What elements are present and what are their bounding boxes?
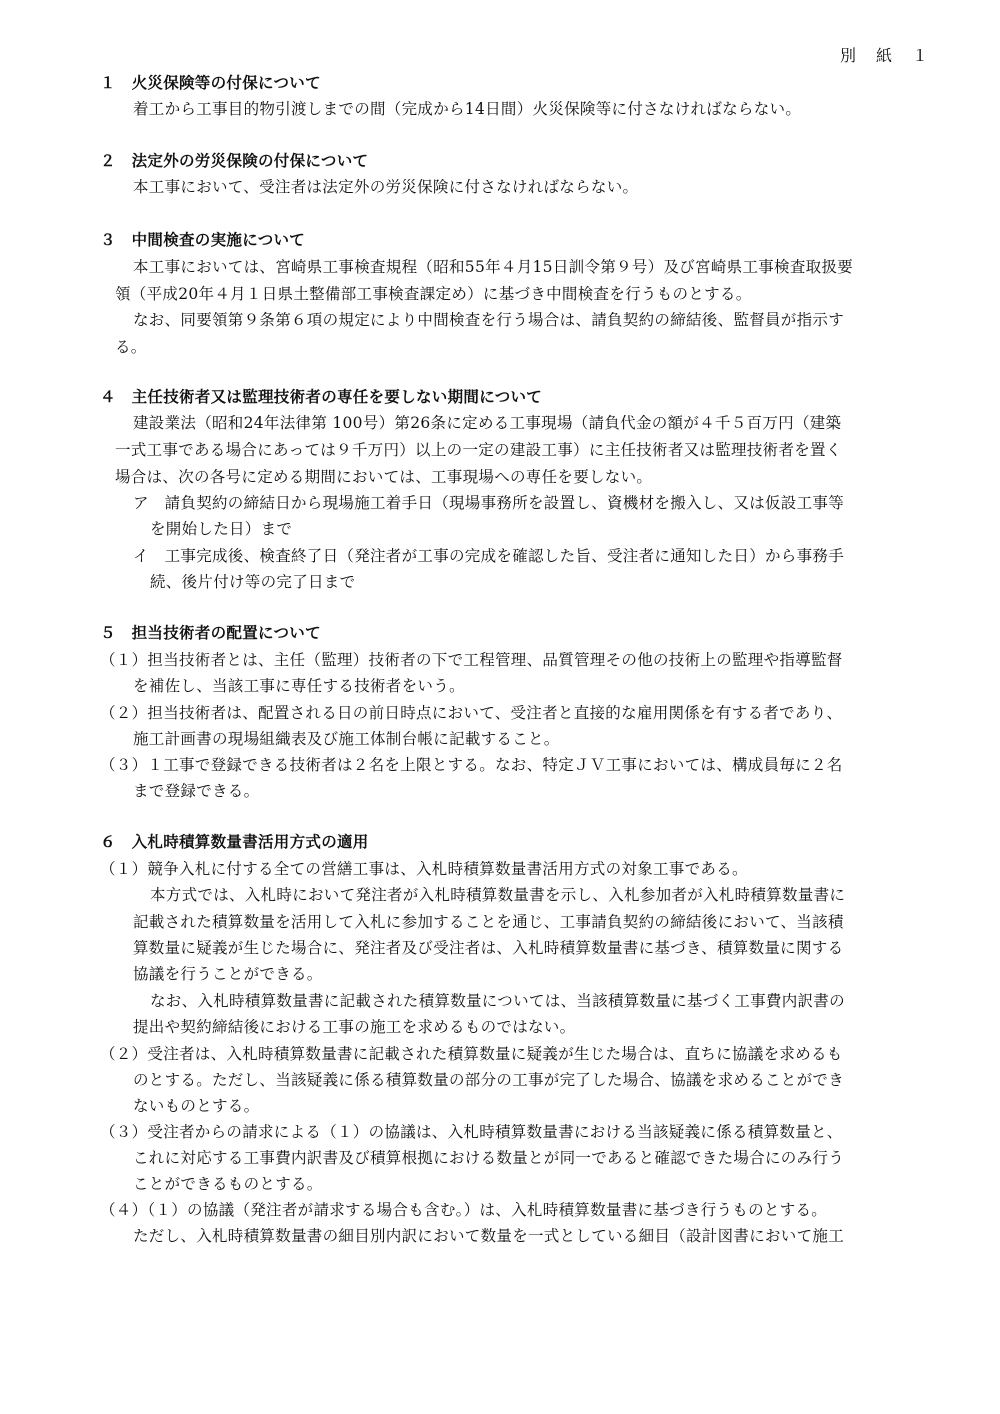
section-6-item-3-cont: ことができるものとする。 <box>133 1175 323 1193</box>
section-3-line: る。 <box>115 338 147 356</box>
section-3-line: 領（平成20年４月１日県土整備部工事検査課定め）に基づき中間検査を行うものとする。 <box>115 285 752 303</box>
section-6-item-4: （４）（１）の協議（発注者が請求する場合も含む。）は、入札時積算数量書に基づき行うものとする。 <box>100 1201 828 1219</box>
section-4-heading: ４ 主任技術者又は監理技術者の専任を要しない期間について <box>100 388 543 406</box>
section-5-item-1: （１）担当技術者とは、主任（監理）技術者の下で工程管理、品質管理その他の技術上の監理や指導監督 <box>100 651 843 669</box>
section-6-item-1-note: なお、入札時積算数量書に記載された積算数量については、当該積算数量に基づく工事費内訳書の <box>150 992 845 1010</box>
section-5-item-2: （２）担当技術者は、配置される日の前日時点において、受注者と直接的な雇用関係を有する者であり、 <box>100 704 843 722</box>
section-5-heading: ５ 担当技術者の配置について <box>100 624 321 642</box>
section-4-item-i-cont: 続、後片付け等の完了日まで <box>150 573 356 591</box>
section-6-item-1-para: 本方式では、入札時において発注者が入札時積算数量書を示し、入札参加者が入札時積算数量書に <box>150 886 846 904</box>
section-1-heading: １ 火災保険等の付保について <box>100 74 321 92</box>
section-6-item-2-cont: のとする。ただし、当該疑義に係る積算数量の部分の工事が完了した場合、協議を求めることができ <box>133 1071 845 1089</box>
section-3-heading: ３ 中間検査の実施について <box>100 231 306 249</box>
section-6-item-1: （１）競争入札に付する全ての営繕工事は、入札時積算数量書活用方式の対象工事である。 <box>100 860 748 878</box>
section-6-heading: ６ 入札時積算数量書活用方式の適用 <box>100 833 369 851</box>
section-5-item-3: （３）１工事で登録できる技術者は２名を上限とする。なお、特定ＪＶ工事においては、構成員毎に２名 <box>100 756 843 774</box>
section-4-item-a: ア 請負契約の締結日から現場施工着手日（現場事務所を設置し、資機材を搬入し、又は仮設工事等 <box>133 494 845 512</box>
section-6-item-1-para: 算数量に疑義が生じた場合に、発注者及び受注者は、入札時積算数量書に基づき、積算数量に関する <box>133 939 844 957</box>
section-6-item-3-cont: これに対応する工事費内訳書及び積算根拠における数量とが同一であると確認できた場合にのみ行う <box>133 1149 845 1167</box>
section-4-line: 場合は、次の各号に定める期間においては、工事現場への専任を要しない。 <box>115 468 653 486</box>
section-3-line: なお、同要領第９条第６項の規定により中間検査を行う場合は、請負契約の締結後、監督員が指示す <box>133 311 845 329</box>
section-4-line: 一式工事である場合にあっては９千万円）以上の一定の建設工事）に主任技術者又は監理技術者を置く <box>115 441 842 459</box>
attachment-label: 別 紙 １ <box>840 46 931 65</box>
section-4-line: 建設業法（昭和24年法律第 100号）第26条に定める工事現場（請負代金の額が４千５百万円（建築 <box>133 414 842 432</box>
section-5-item-3-cont: まで登録できる。 <box>133 782 260 800</box>
section-6-item-3: （３）受注者からの請求による（１）の協議は、入札時積算数量書における当該疑義に係る積算数量と、 <box>100 1123 843 1141</box>
section-5-item-2-cont: 施工計画書の現場組織表及び施工体制台帳に記載すること。 <box>133 730 560 748</box>
section-2-heading: ２ 法定外の労災保険の付保について <box>100 152 369 170</box>
section-6-item-1-para: 協議を行うことができる。 <box>133 965 323 983</box>
section-6-item-1-note: 提出や契約締結後における工事の施工を求めるものではない。 <box>133 1018 576 1036</box>
section-3-line: 本工事においては、宮崎県工事検査規程（昭和55年４月15日訓令第９号）及び宮崎県工事検査取扱要 <box>133 258 854 276</box>
section-5-item-1-cont: を補佐し、当該工事に専任する技術者をいう。 <box>133 677 465 695</box>
section-6-item-1-para: 記載された積算数量を活用して入札に参加することを通じ、工事請負契約の締結後において、当該積 <box>133 913 844 931</box>
section-6-item-4-cont: ただし、入札時積算数量書の細目別内訳において数量を一式としている細目（設計図書において施工 <box>133 1227 845 1245</box>
section-6-item-2-cont: ないものとする。 <box>133 1097 260 1115</box>
section-4-item-a-cont: を開始した日）まで <box>150 520 293 538</box>
section-2-line: 本工事において、受注者は法定外の労災保険に付さなければならない。 <box>133 178 639 196</box>
section-4-item-i: イ 工事完成後、検査終了日（発注者が工事の完成を確認した旨、受注者に通知した日）から事務手 <box>133 547 845 565</box>
section-1-line: 着工から工事目的物引渡しまでの間（完成から14日間）火災保険等に付さなければならない。 <box>133 100 802 118</box>
section-6-item-2: （２）受注者は、入札時積算数量書に記載された積算数量に疑義が生じた場合は、直ちに協議を求めるも <box>100 1045 843 1063</box>
